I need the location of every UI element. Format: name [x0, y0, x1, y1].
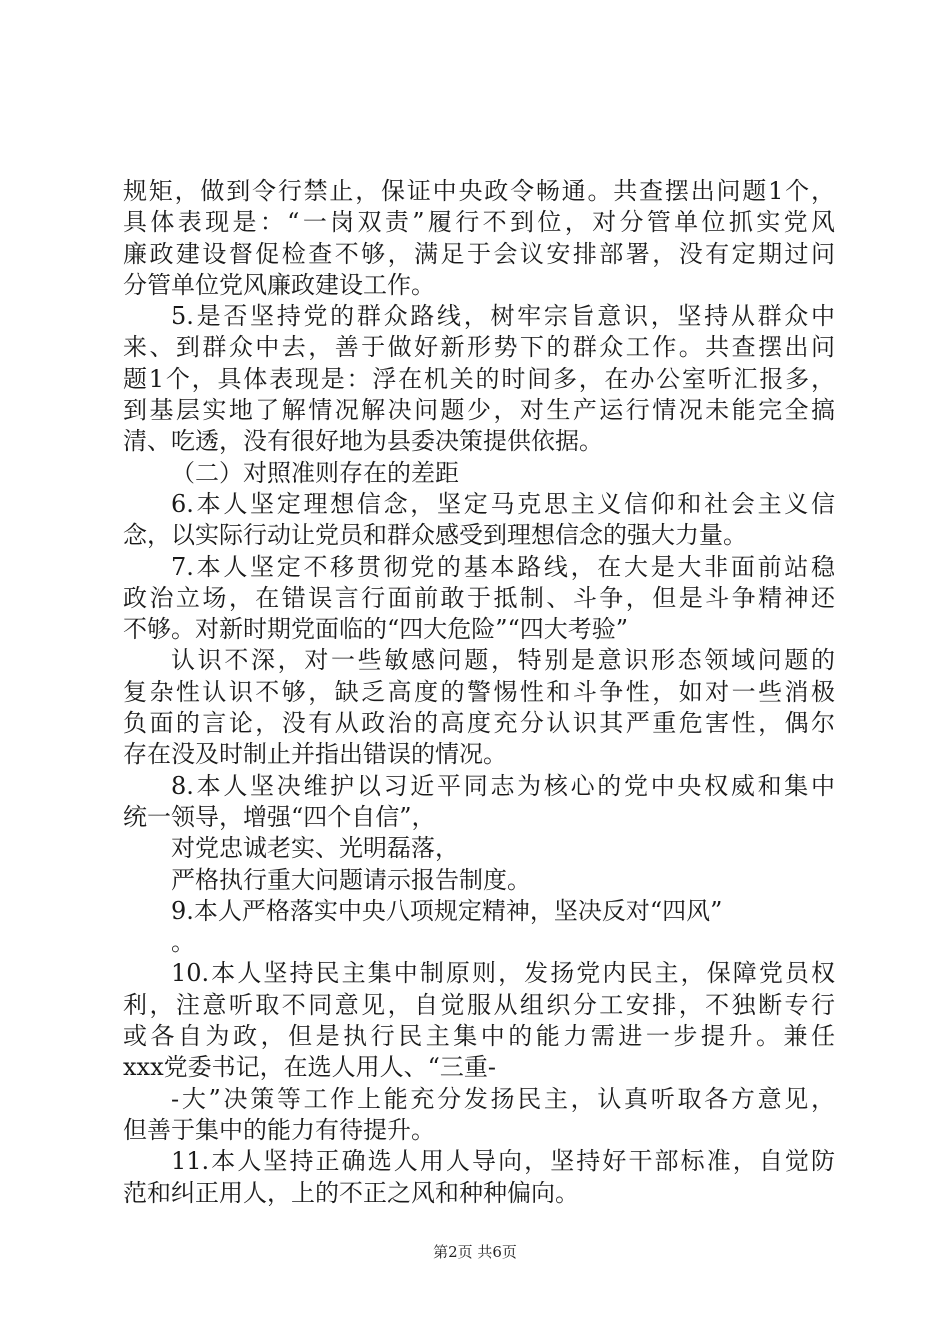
text-line: 但善于集中的能力有待提升。 [123, 1115, 435, 1144]
text-line: 对党忠诚老实、光明磊落， [171, 834, 459, 863]
text-line: 政治立场，在错误言行面前敢于抵制、斗争，但是斗争精神还 [123, 583, 835, 612]
text-line: 严格执行重大问题请示报告制度。 [171, 865, 531, 894]
text-line: xxx党委书记，在选人用人、“三重- [123, 1053, 496, 1082]
text-line: 廉政建设督促检查不够，满足于会议安排部署，没有定期过问 [123, 239, 835, 268]
text-line: 8.本人坚决维护以习近平同志为核心的党中央权威和集中 [171, 771, 835, 800]
text-line: 11.本人坚持正确选人用人导向，坚持好干部标准，自觉防 [171, 1147, 835, 1176]
text-line: 负面的言论，没有从政治的高度充分认识其严重危害性，偶尔 [123, 709, 835, 738]
text-line: 念，以实际行动让党员和群众感受到理想信念的强大力量。 [123, 521, 747, 550]
page-footer: 第2页 共6页 [433, 1243, 517, 1261]
text-line: 不够。对新时期党面临的“四大危险”“四大考验” [123, 615, 629, 644]
text-line: 范和纠正用人，上的不正之风和种种偏向。 [123, 1178, 579, 1207]
text-line: 存在没及时制止并指出错误的情况。 [123, 740, 507, 769]
text-line: 规矩，做到令行禁止，保证中央政令畅通。共查摆出问题1个， [123, 177, 835, 205]
text-line: 复杂性认识不够，缺乏高度的警惕性和斗争性，如对一些消极 [123, 677, 835, 706]
text-line: 6.本人坚定理想信念，坚定马克思主义信仰和社会主义信 [171, 489, 835, 518]
text-line: 10.本人坚持民主集中制原则，发扬党内民主，保障党员权 [171, 959, 835, 988]
text-line: 9.本人严格落实中央八项规定精神，坚决反对“四风” [171, 896, 723, 925]
text-line: 。 [171, 928, 195, 957]
text-line: 统一领导，增强“四个自信”， [123, 802, 436, 831]
text-line: 7.本人坚定不移贯彻党的基本路线，在大是大非面前站稳 [171, 552, 835, 581]
text-line: 5.是否坚持党的群众路线，树牢宗旨意识，坚持从群众中 [171, 302, 835, 331]
text-line: -大”决策等工作上能充分发扬民主，认真听取各方意见， [171, 1084, 835, 1113]
document-body [123, 176, 835, 1209]
text-line: 分管单位党风廉政建设工作。 [123, 270, 435, 299]
text-line: 利，注意听取不同意见，自觉服从组织分工安排，不独断专行 [123, 990, 835, 1019]
text-line: 来、到群众中去，善于做好新形势下的群众工作。共查摆出问 [123, 333, 835, 362]
text-line: 题1个，具体表现是：浮在机关的时间多，在办公室听汇报多， [123, 364, 835, 393]
text-line: 具体表现是：“一岗双责”履行不到位，对分管单位抓实党风 [123, 208, 835, 237]
text-line: 清、吃透，没有很好地为县委决策提供依据。 [123, 427, 603, 456]
text-line: 认识不深，对一些敏感问题，特别是意识形态领域问题的 [171, 646, 835, 675]
text-line: 或各自为政，但是执行民主集中的能力需进一步提升。兼任 [123, 1022, 835, 1051]
text-line: （二）对照准则存在的差距 [171, 458, 459, 487]
text-line: 到基层实地了解情况解决问题少，对生产运行情况未能完全搞 [123, 396, 835, 425]
